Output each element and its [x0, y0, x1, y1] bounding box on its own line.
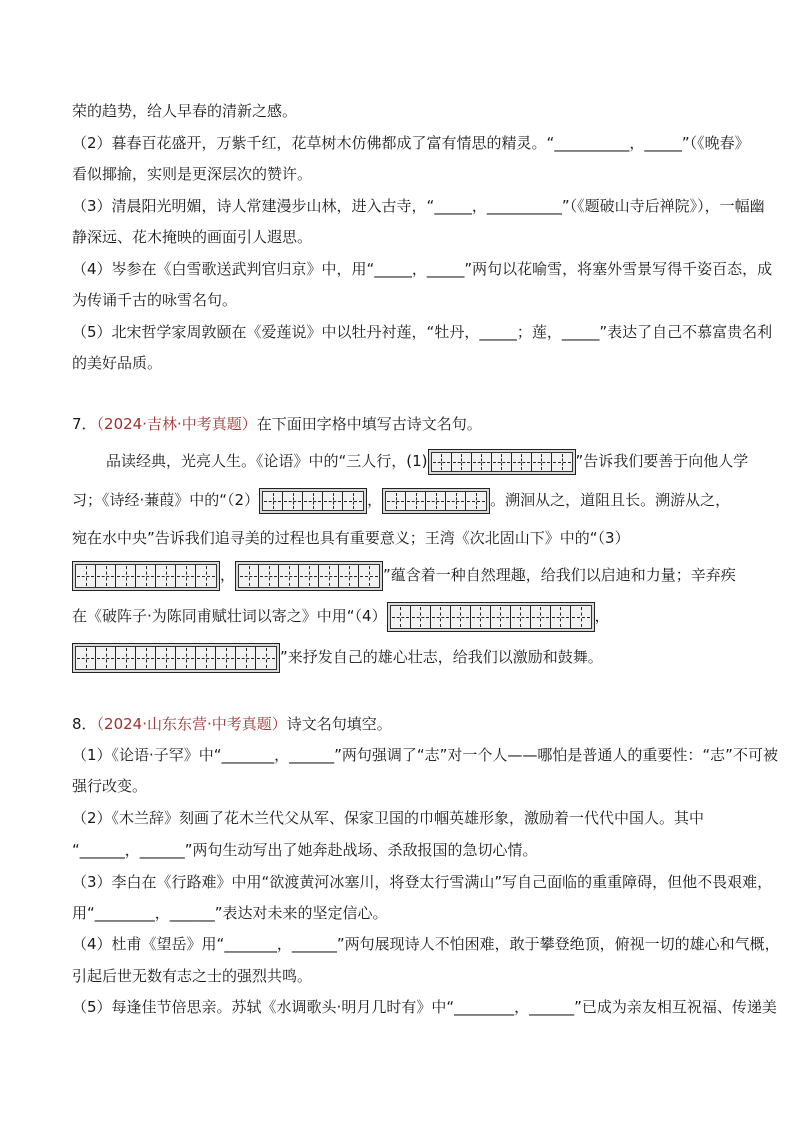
- q8-line-4: “______，______”两句生动写出了她奔赴战场、杀敌报国的急切心情。: [72, 841, 538, 859]
- q7-line-2: [72, 487, 732, 514]
- tianzige-grid-4b[interactable]: [72, 643, 280, 673]
- tianzige-grid-3a[interactable]: [72, 561, 220, 591]
- q7-line-4: [72, 560, 736, 591]
- q7-text: ，: [367, 491, 383, 509]
- q7-line-3: 宛在水中央”告诉我们追寻美的过程也具有重要意义；王湾《次北固山下》中的“（3）: [72, 529, 630, 547]
- q8-source: （2024·山东东营·中考真题）: [96, 715, 287, 733]
- q7-text: 在《破阵子·为陈同甫赋壮词以寄之》中用“（4）: [72, 607, 387, 625]
- q8-line-7: （4）杜甫《望岳》用“_______，______”两句展现诗人不怕困难，敢于攀登绝顶，俯视一切的雄心和气概，: [72, 935, 780, 953]
- q7-text: 品读经典，光亮人生。《论语》中的“三人行，(1): [106, 452, 428, 470]
- q7-line-1: [106, 448, 766, 475]
- q6-line-9: 的美好品质。: [72, 354, 163, 372]
- q6-line-5: 静深远、花木掩映的画面引人遐思。: [72, 228, 313, 246]
- q7-text: ”蕴含着一种自然理趣，给我们以启迪和力量；辛弃疾: [383, 566, 736, 584]
- q8-line-5: （3）李白在《行路难》中用“欲渡黄河冰塞川，将登太行雪满山”写自己面临的重重障碍，但他不畏艰难，: [72, 873, 773, 891]
- q8-number: 8．: [72, 715, 97, 733]
- q6-line-2: （2）暮春百花盛开，万紫千红，花草树木仿佛都成了富有情思的精灵。“__________，_____”（《晚春》: [72, 134, 750, 152]
- q7-line-6: [72, 642, 732, 673]
- tianzige-grid-2b[interactable]: [382, 488, 490, 514]
- q8-title: 诗文名句填空。: [286, 715, 392, 733]
- q7-line-5: [72, 601, 732, 632]
- q7-text: 习；《诗经·蒹葭》中的“（2）: [72, 491, 260, 509]
- q8-line-1: （1）《论语·子罕》中“_______，______”两句强调了“志”对一个人——哪怕是普通人的重要性：“志”不可被: [72, 746, 778, 764]
- q8-line-3: （2）《木兰辞》刻画了花木兰代父从军、保家卫国的巾帼英雄形象，激励着一代代中国人。其中: [72, 809, 705, 827]
- q7-text: ，: [594, 607, 610, 625]
- q8-line-2: 强行改变。: [72, 777, 148, 795]
- q7-source: （2024·吉林·中考真题）: [96, 415, 257, 433]
- tianzige-grid-2a[interactable]: [259, 488, 367, 514]
- tianzige-grid-4a[interactable]: [387, 602, 595, 632]
- q7-title: 在下面田字格中填写古诗文名句。: [256, 415, 482, 433]
- q8-line-6: 用“________，______”表达对未来的坚定信心。: [72, 904, 388, 922]
- q6-line-3: 看似揶揄，实则是更深层次的赞许。: [72, 165, 313, 183]
- q7-text: ”告诉我们要善于向他人学: [575, 452, 749, 470]
- q8-header: [72, 714, 732, 734]
- tianzige-grid-3b[interactable]: [235, 561, 383, 591]
- q8-line-9: （5）每逢佳节倍思亲。苏轼《水调歌头·明月几时有》中“________，______”已成为亲友相互祝福、传递美: [72, 998, 777, 1016]
- q6-line-7: 为传诵千古的咏雪名句。: [72, 291, 238, 309]
- q7-text: 。溯洄从之，道阻且长。溯游从之，: [490, 491, 731, 509]
- tianzige-grid-1[interactable]: [428, 449, 576, 475]
- q6-line-1: 荣的趋势，给人早春的清新之感。: [72, 102, 298, 120]
- q8-line-8: 引起后世无数有志之士的强烈共鸣。: [72, 967, 313, 985]
- q6-line-4: （3）清晨阳光明媚，诗人常建漫步山林，进入古寺，“_____，__________”（《题破山寺后禅院》），一幅幽: [72, 197, 765, 215]
- q7-number: 7．: [72, 415, 97, 433]
- q6-line-6: （4）岑参在《白雪歌送武判官归京》中，用“_____，_____”两句以花喻雪，将塞外雪景写得千姿百态，成: [72, 260, 773, 278]
- q7-header: [72, 414, 732, 434]
- q7-text: ，: [220, 566, 236, 584]
- q7-text: ”来抒发自己的雄心壮志，给我们以激励和鼓舞。: [280, 648, 603, 666]
- q6-line-8: （5）北宋哲学家周敦颐在《爱莲说》中以牡丹衬莲，“牡丹，_____；莲，_____”表达了自己不慕富贵名利: [72, 323, 773, 341]
